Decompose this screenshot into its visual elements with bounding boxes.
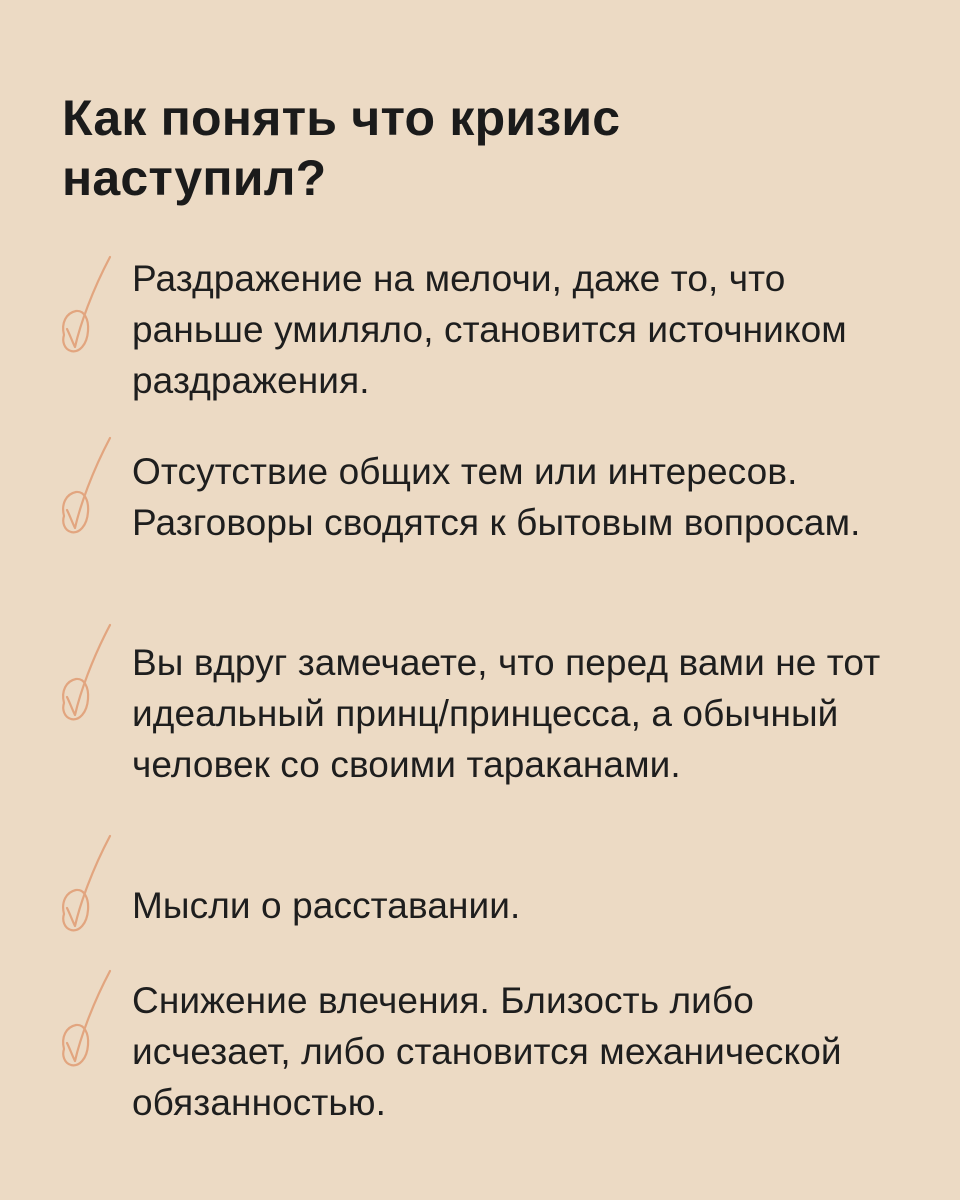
page-title: Как понять что кризис наступил?	[62, 90, 621, 206]
checkmark-icon	[58, 967, 132, 1087]
item-text: Вы вдруг замечаете, что перед вами не тот идеальный принц/принцесса, а обычный человек со своими тараканами.	[132, 642, 881, 785]
checkmark-icon	[58, 621, 132, 741]
item-text: Мысли о расставании.	[132, 885, 521, 926]
item-text: Раздражение на мелочи, даже то, что раньше умиляло, становится источником раздражения.	[132, 258, 847, 401]
checkmark-icon	[58, 832, 132, 952]
checkmark-icon	[58, 434, 132, 554]
checkmark-icon	[58, 253, 132, 373]
item-text: Отсутствие общих тем или интересов. Разговоры сводятся к бытовым вопросам.	[132, 451, 861, 543]
item-text: Снижение влечения. Близость либо исчезает, либо становится механической обязанностью.	[132, 980, 842, 1123]
